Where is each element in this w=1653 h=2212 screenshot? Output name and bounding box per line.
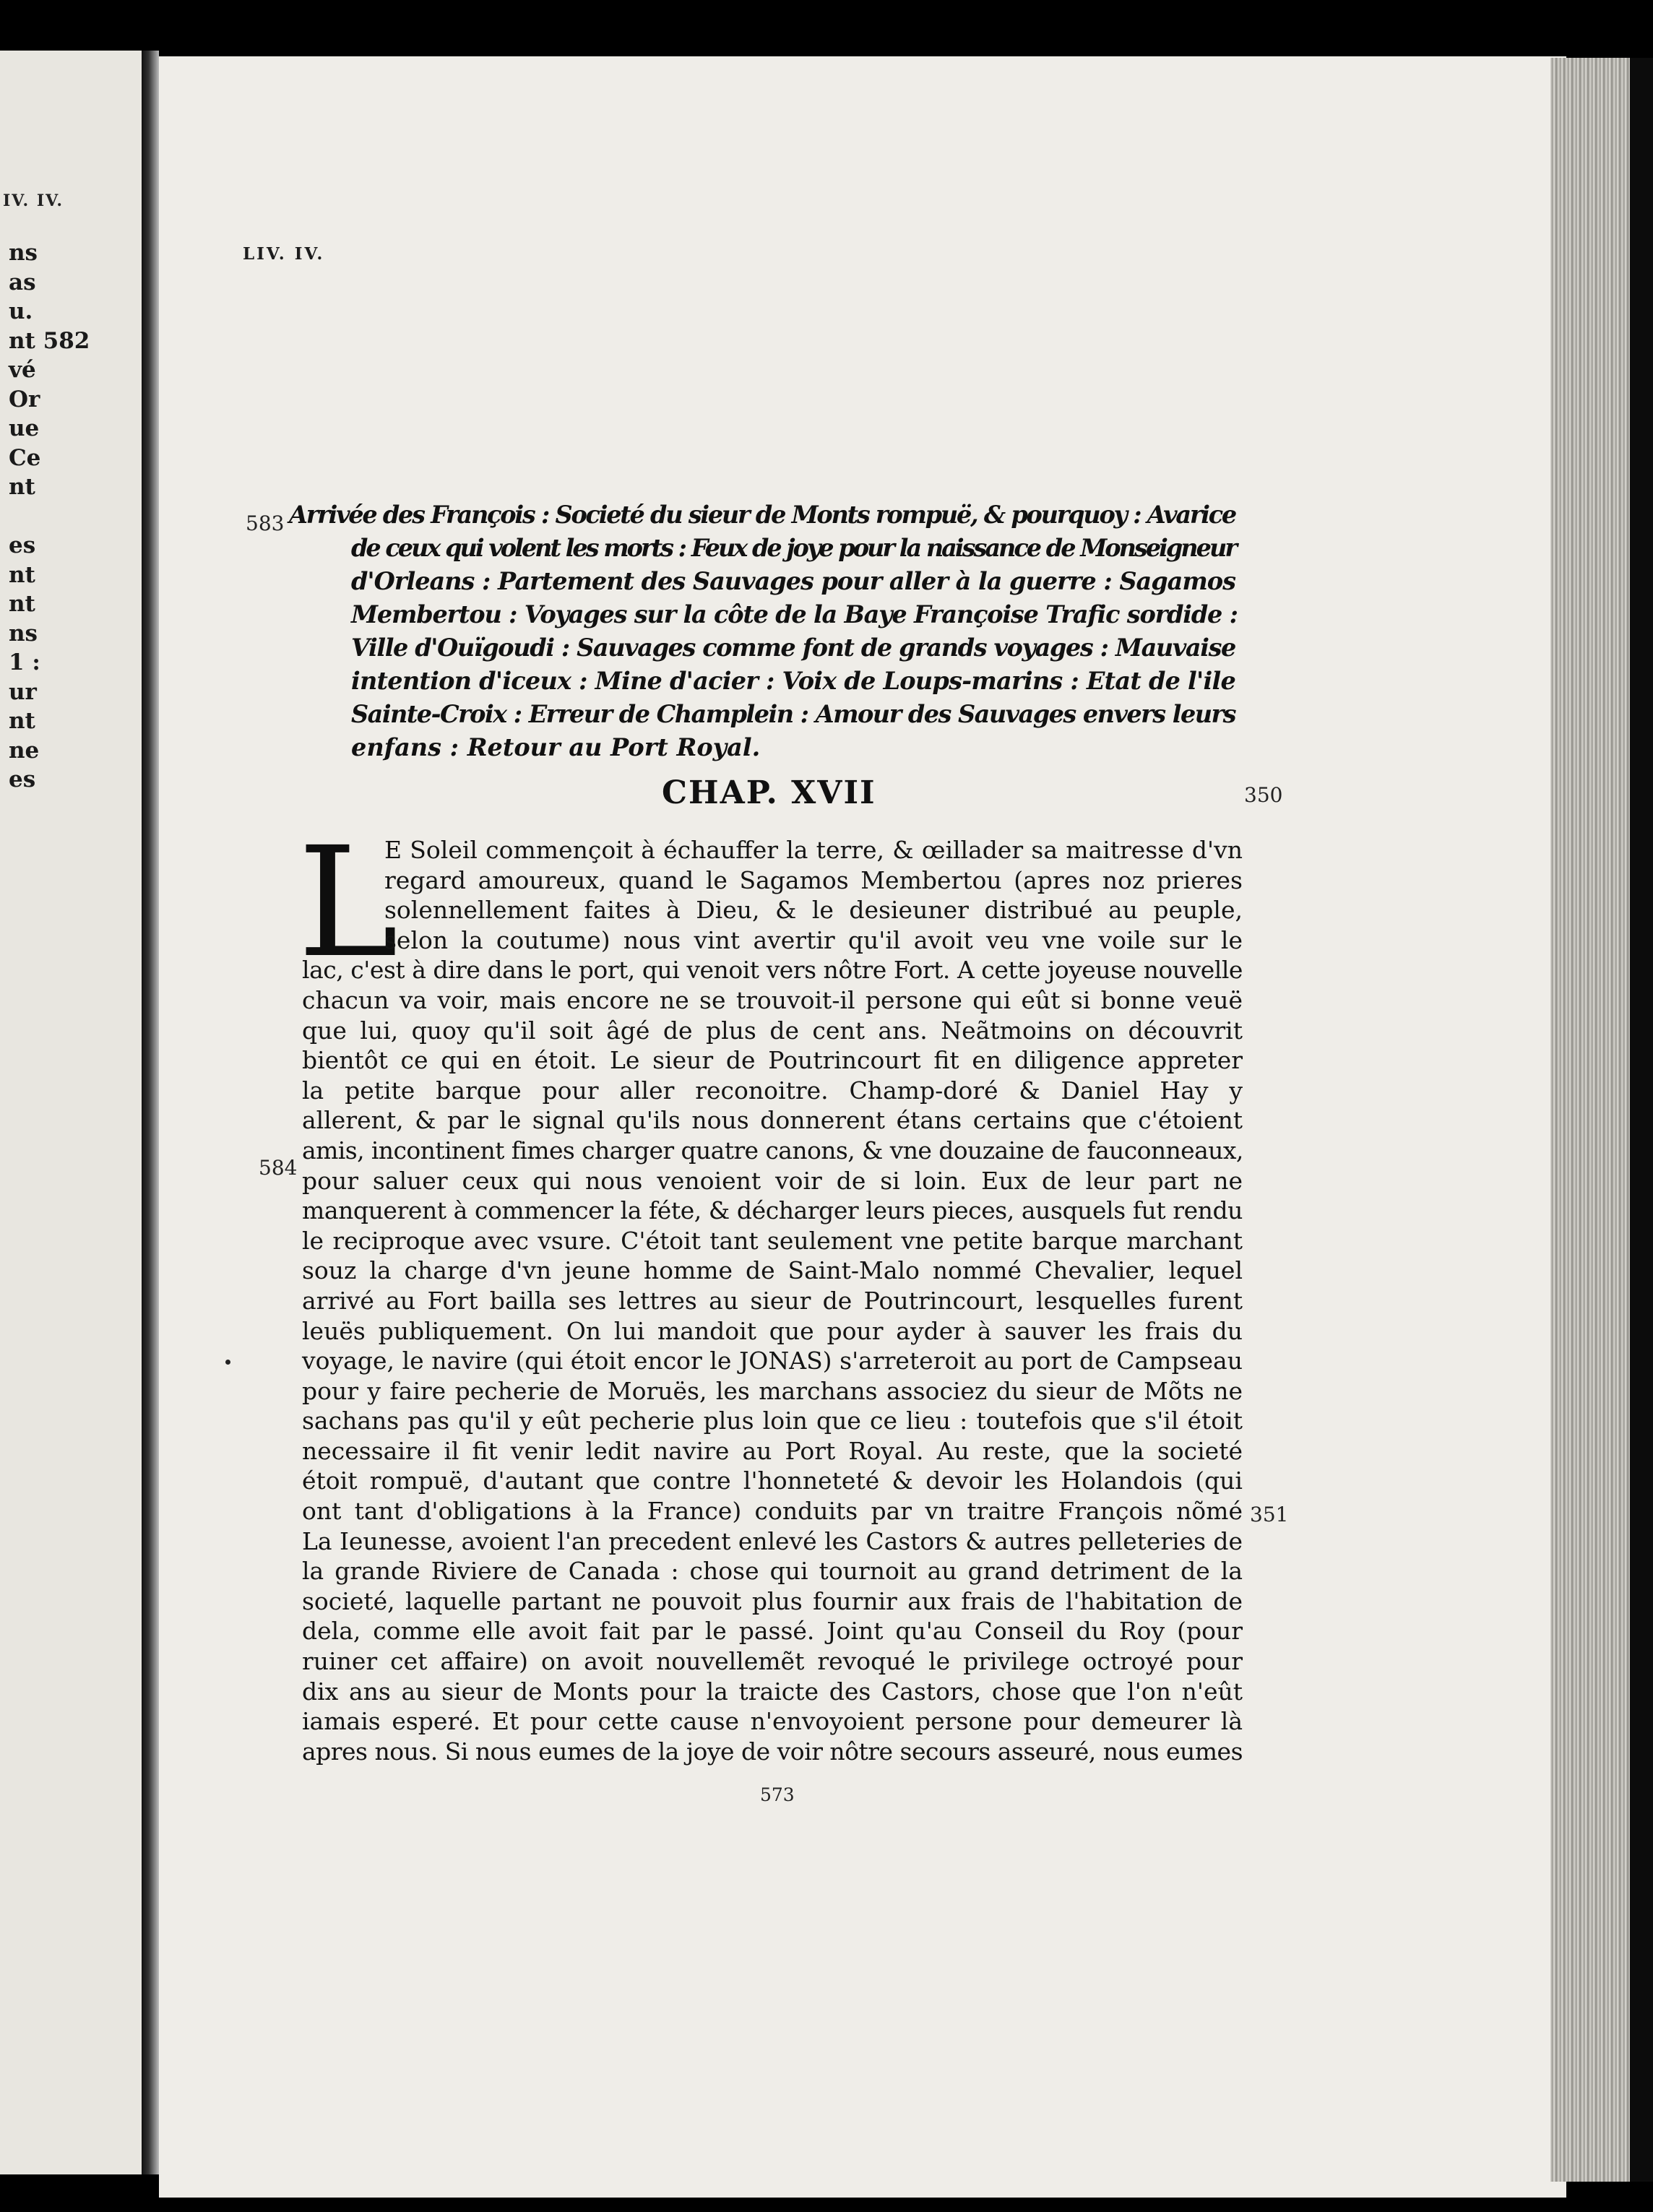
margin-number-351: 351	[1250, 1503, 1289, 1526]
body-line: souz la charge d'vn jeune homme de Saint-Malo nommé Chevalier, lequel	[302, 1256, 1243, 1285]
body-text	[302, 835, 1243, 1766]
body-line: chacun va voir, mais encore ne se trouvoit-il persone qui eût si bonne veuë	[302, 985, 1243, 1014]
body-line: la petite barque pour aller reconoitre. Champ-doré & Daniel Hay y	[302, 1076, 1243, 1105]
body-line: lac, c'est à dire dans le port, qui venoit vers nôtre Fort. A cette joyeuse nouvelle	[302, 956, 1243, 985]
left-line-fragment: nt	[9, 708, 35, 734]
body-line: bientôt ce qui en étoit. Le sieur de Poutrincourt fit en diligence appreter	[302, 1046, 1243, 1075]
body-line: que lui, quoy qu'il soit âgé de plus de cent ans. Neãtmoins on découvrit	[302, 1016, 1243, 1045]
left-line-fragment: u.	[9, 298, 33, 324]
left-line-fragment: ns	[9, 240, 38, 266]
body-line: E Soleil commençoit à échauffer la terre, & œillader sa maitresse d'vn	[384, 836, 1243, 864]
body-line: necessaire il fit venir ledit navire au Port Royal. Au reste, que la societé	[302, 1436, 1243, 1465]
body-line: allerent, & par le signal qu'ils nous donnerent étans certains que c'étoient	[302, 1106, 1243, 1135]
scan-border	[1630, 58, 1653, 2182]
body-line: apres nous. Si nous eumes de la joye de voir nôtre secours asseuré, nous eumes	[302, 1737, 1243, 1766]
left-line-fragment: es	[9, 532, 36, 558]
body-line: societé, laquelle partant ne pouvoit plus fournir aux frais de l'habitation de	[302, 1586, 1243, 1615]
summary-line: Arrivée des François : Societé du sieur de Monts rompuë, & pourquoy : Avarice	[289, 501, 1235, 529]
body-line: leuës publiquement. On lui mandoit que pour ayder à sauver les frais du	[302, 1316, 1243, 1345]
left-line-fragment: es	[9, 766, 36, 792]
summary-line: d'Orleans : Partement des Sauvages pour aller à la guerre : Sagamos	[351, 567, 1235, 595]
page-edges	[1550, 58, 1630, 2182]
left-line-fragment: nt 582	[9, 327, 90, 354]
left-page-text	[0, 191, 90, 795]
chapter-title: CHAP. XVII	[662, 774, 876, 811]
body-line: selon la coutume) nous vint avertir qu'il avoit veu vne voile sur le	[384, 925, 1243, 954]
body-line: ruiner cet affaire) on avoit nouvellemẽt revoqué le privilege octroyé pour	[302, 1647, 1243, 1676]
book-gutter	[142, 51, 159, 2174]
body-line: étoit rompuë, d'autant que contre l'honneteté & devoir les Holandois (qui	[302, 1466, 1243, 1495]
left-line-fragment: nt	[9, 474, 35, 500]
page-number: 573	[760, 1784, 795, 1805]
body-line: pour saluer ceux qui nous venoient voir de si loin. Eux de leur part ne	[302, 1166, 1243, 1195]
left-running-head: IV. IV.	[3, 191, 64, 210]
margin-number-350: 350	[1244, 783, 1283, 807]
margin-number-584: 584	[259, 1156, 298, 1180]
left-line-fragment: nt	[9, 561, 35, 588]
body-line: la grande Riviere de Canada : chose qui tournoit au grand detriment de la	[302, 1557, 1243, 1586]
left-line-fragment: ue	[9, 415, 40, 441]
summary-line: Sainte-Croix : Erreur de Champlein : Amour des Sauvages envers leurs	[351, 700, 1235, 728]
left-line-fragment: ur	[9, 678, 37, 705]
left-line-fragment: Ce	[9, 444, 41, 471]
summary-line: intention d'iceux : Mine d'acier : Voix de Loups-marins : Etat de l'ile	[351, 667, 1235, 695]
body-line: dix ans au sieur de Monts pour la traicte des Castors, chose que l'on n'eût	[302, 1677, 1243, 1706]
left-line-fragment: nt	[9, 591, 35, 617]
body-line: La Ieunesse, avoient l'an precedent enlevé les Castors & autres pelleteries de	[302, 1526, 1243, 1555]
left-line-fragment: vé	[9, 357, 36, 383]
body-line: ont tant d'obligations à la France) conduits par vn traitre François nõmé	[302, 1497, 1243, 1526]
left-line-fragment: Or	[9, 386, 40, 412]
left-line-fragment: ns	[9, 620, 38, 647]
body-line: pour y faire pecherie de Moruës, les marchans associez du sieur de Mõts ne	[302, 1376, 1243, 1405]
body-line: arrivé au Fort bailla ses lettres au sieur de Poutrincourt, lesquelles furent	[302, 1286, 1243, 1315]
body-line: le reciproque avec vsure. C'étoit tant seulement vne petite barque marchant	[302, 1226, 1243, 1255]
body-line: solennellement faites à Dieu, & le desieuner distribué au peuple,	[384, 896, 1243, 925]
running-head: LIV. IV.	[243, 244, 325, 264]
left-line-fragment: ne	[9, 737, 40, 764]
summary-line: Ville d'Ouïgoudi : Sauvages comme font de grands voyages : Mauvaise	[351, 634, 1235, 662]
body-line: dela, comme elle avoit fait par le passé. Joint qu'au Conseil du Roy (pour	[302, 1617, 1243, 1646]
drop-cap: L	[298, 814, 399, 991]
body-line: amis, incontinent fimes charger quatre canons, & vne douzaine de fauconneaux,	[302, 1136, 1243, 1165]
margin-number-583: 583	[246, 511, 285, 535]
speck	[225, 1360, 230, 1365]
body-line: sachans pas qu'il y eût pecherie plus loin que ce lieu : toutefois que s'il étoit	[302, 1407, 1243, 1435]
left-line-fragment: 1 :	[9, 649, 40, 675]
summary-line: de ceux qui volent les morts : Feux de joye pour la naissance de Monseigneur	[351, 534, 1235, 562]
summary-line: Membertou : Voyages sur la côte de la Baye Françoise Trafic sordide :	[351, 600, 1238, 628]
left-page	[0, 51, 142, 2174]
left-line-fragment	[0, 502, 90, 532]
body-line: voyage, le navire (qui étoit encor le JONAS) s'arreteroit au port de Campseau	[302, 1347, 1243, 1375]
summary-line: enfans : Retour au Port Royal.	[351, 733, 761, 761]
body-line: iamais esperé. Et pour cette cause n'envoyoient persone pour demeurer là	[302, 1707, 1243, 1736]
body-line: regard amoureux, quand le Sagamos Membertou (apres noz prieres	[384, 865, 1243, 894]
body-line: manquerent à commencer la féte, & décharger leurs pieces, ausquels fut rendu	[302, 1196, 1243, 1225]
left-line-fragment: as	[9, 269, 36, 295]
chapter-summary	[289, 498, 1238, 764]
